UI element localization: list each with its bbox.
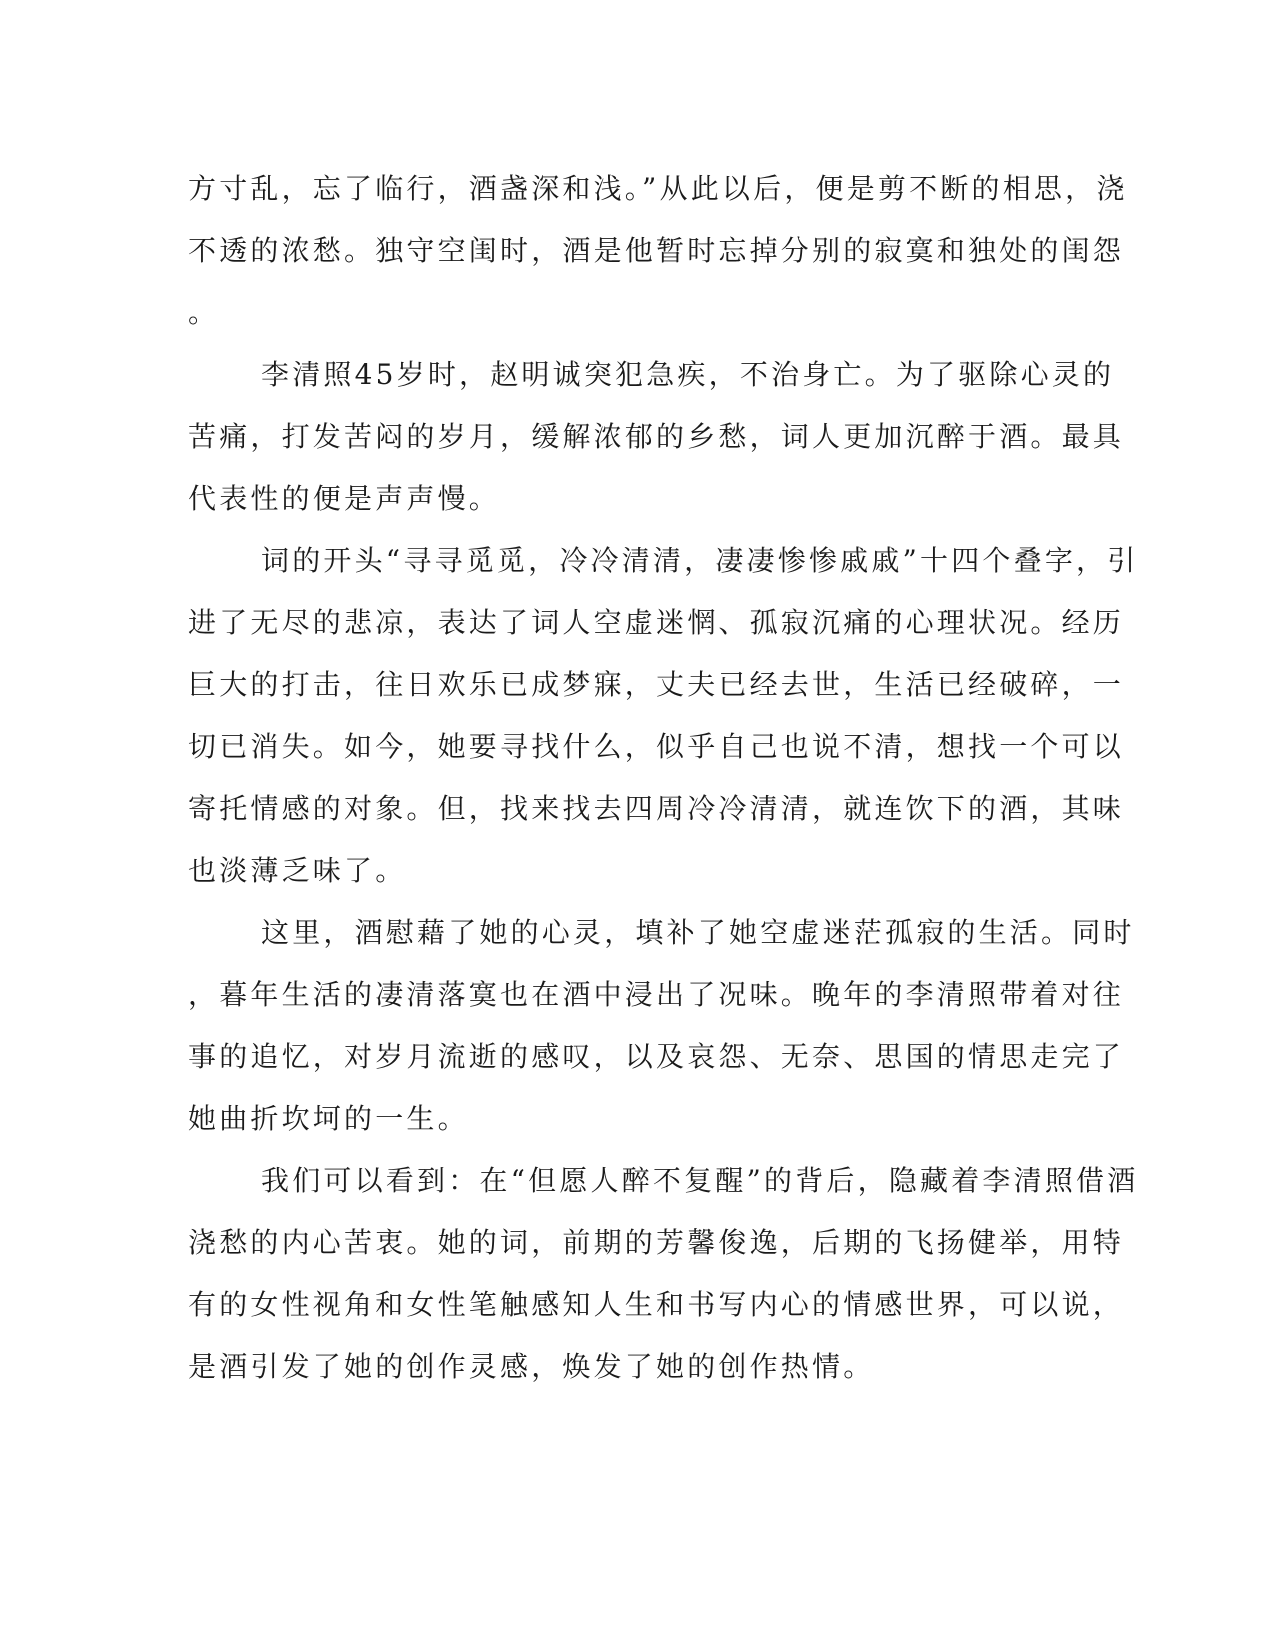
text-line: ，暮年生活的凄清落寞也在酒中浸出了况味。晚年的李清照带着对往	[188, 978, 1125, 1011]
text-line: 事的追忆，对岁月流逝的感叹，以及哀怨、无奈、思国的情思走完了	[188, 1040, 1125, 1073]
text-line: 是酒引发了她的创作灵感，焕发了她的创作热情。	[188, 1350, 875, 1383]
paragraph-5	[188, 1150, 1139, 1398]
text-line: 代表性的便是声声慢。	[188, 482, 501, 515]
text-line: 有的女性视角和女性笔触感知人生和书写内心的情感世界，可以说，	[188, 1288, 1125, 1321]
text-line: 词的开头“寻寻觅觅，冷冷清清，凄凄惨惨戚戚”十四个叠字，引	[261, 544, 1139, 577]
text-line: 切已消失。如今，她要寻找什么，似乎自己也说不清，想找一个可以	[188, 730, 1125, 763]
text-line: 这里，酒慰藉了她的心灵，填补了她空虚迷茫孤寂的生活。同时	[261, 916, 1135, 949]
text-line: 。	[188, 296, 220, 329]
text-line: 她曲折坎坷的一生。	[188, 1102, 469, 1135]
text-line: 寄托情感的对象。但，找来找去四周冷冷清清，就连饮下的酒，其味	[188, 792, 1125, 825]
text-line: 我们可以看到：在“但愿人醉不复醒”的背后，隐藏着李清照借酒	[261, 1164, 1139, 1197]
text-line: 也淡薄乏味了。	[188, 854, 407, 887]
paragraph-3	[188, 530, 1139, 902]
text-line: 苦痛，打发苦闷的岁月，缓解浓郁的乡愁，词人更加沉醉于酒。最具	[188, 420, 1125, 453]
paragraph-4	[188, 902, 1135, 1150]
text-line: 浇愁的内心苦衷。她的词，前期的芳馨俊逸，后期的飞扬健举，用特	[188, 1226, 1125, 1259]
text-line: 巨大的打击，往日欢乐已成梦寐，丈夫已经去世，生活已经破碎，一	[188, 668, 1125, 701]
body-text	[188, 158, 1139, 1398]
text-line: 不透的浓愁。独守空闺时，酒是他暂时忘掉分别的寂寞和独处的闺怨	[188, 234, 1125, 267]
paragraph-2	[188, 344, 1125, 530]
paragraph-1	[188, 158, 1128, 344]
text-line: 方寸乱，忘了临行，酒盏深和浅。”从此以后，便是剪不断的相思，浇	[188, 172, 1128, 205]
text-line: 李清照45岁时，赵明诚突犯急疾，不治身亡。为了驱除心灵的	[261, 358, 1115, 391]
text-line: 进了无尽的悲凉，表达了词人空虚迷惘、孤寂沉痛的心理状况。经历	[188, 606, 1125, 639]
